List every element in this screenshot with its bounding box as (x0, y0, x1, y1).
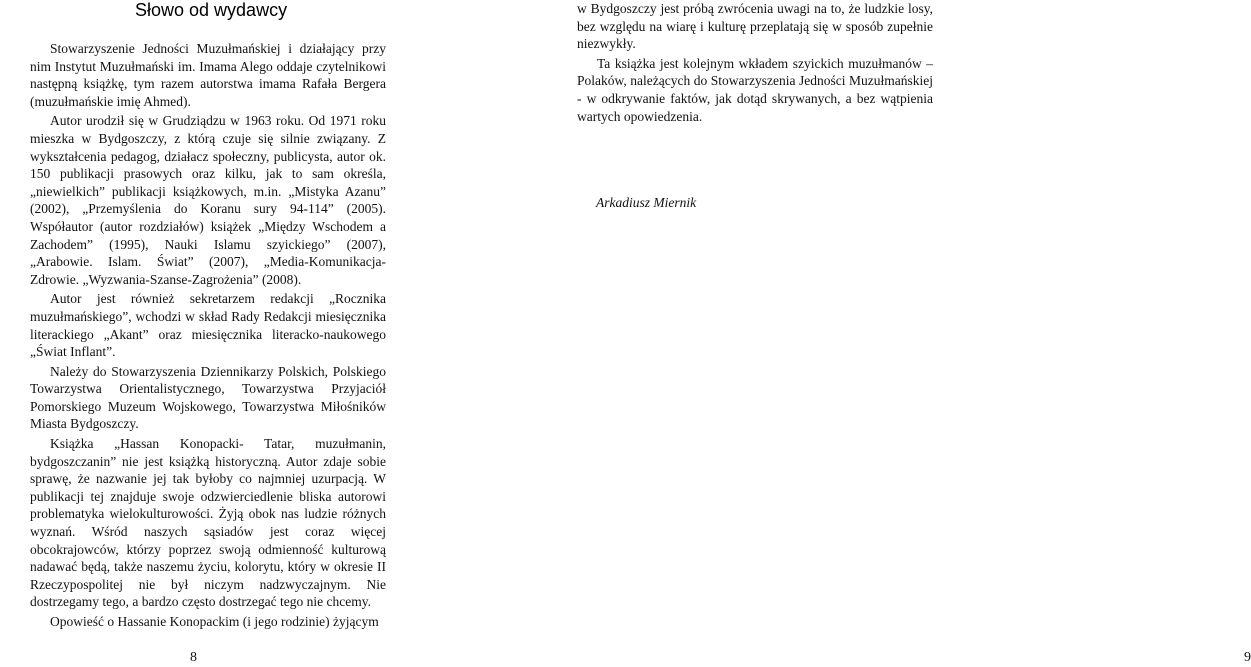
paragraph-editorial-roles: Autor jest również sekretarzem redakcji „Rocznika muzułmańskiego”, wchodzi w skład Rady Redakcji miesięcznika literackiego „Akant” oraz miesięcznika literacko-naukowego „Świat Inflant”. (30, 291, 386, 360)
paragraph-book-description: Książka „Hassan Konopacki- Tatar, muzułmanin, bydgoszczanin” nie jest książką historyczną. Autor zdaje sobie sprawę, że nazwanie jej tak byłoby co najmniej uzurpacją. W publikacji tej znajduje swoje odzwierciedlenie bliska autorowi problematyka wielokulturowości. Żyją obok nas ludzie różnych wyznań. Wśród naszych sąsiadów jest coraz więcej obcokrajowców, którzy poprzez swoją odmienność kulturową nadawać będą, także naszemu życiu, kolorytu, który w okresie II Rzeczypospolitej nie był niczym nadzwyczajnym. Nie dostrzegamy tego, a bardzo często dostrzegać tego nie chcemy. (30, 436, 386, 610)
paragraph-story-continued: w Bydgoszczy jest próbą zwrócenia uwagi na to, że ludzkie losy, bez względu na wiarę i kulturę przeplatają się w sposób zupełnie niezwykły. (577, 1, 933, 52)
paragraph-story-start: Opowieść o Hassanie Konopackim (i jego rodzinie) żyjącym (50, 614, 379, 629)
page-number-right: 9 (1244, 650, 1251, 665)
author-signature: Arkadiusz Miernik (596, 195, 697, 210)
page-number-left: 8 (190, 650, 197, 665)
right-page (480, 0, 1251, 667)
right-text-column (577, 0, 933, 125)
left-page (0, 0, 480, 667)
paragraph-memberships: Należy do Stowarzyszenia Dziennikarzy Polskich, Polskiego Towarzystwa Orientalistycznego, Towarzystwa Przyjaciół Pomorskiego Muzeum Wojskowego, Towarzystwa Miłośników Miasta Bydgoszczy. (30, 363, 386, 432)
left-text-column (30, 40, 386, 631)
page-title: Słowo od wydawcy (135, 0, 288, 20)
paragraph-contribution: Ta książka jest kolejnym wkładem szyickich muzułmanów – Polaków, należących do Stowarzyszenia Jedności Muzułmańskiej - w odkrywanie faktów, jak dotąd skrywanych, a bez wątpienia wartych opowiedzenia. (577, 55, 933, 124)
paragraph-biography: Autor urodził się w Grudziądzu w 1963 roku. Od 1971 roku mieszka w Bydgoszczy, z którą czuje się silnie związany. Z wykształcenia pedagog, działacz społeczny, publicysta, autor ok. 150 publikacji prasowych oraz kilku, jak to sam określa, „niewielkich” publikacji książkowych, m.in. „Mistyka Azanu” (2002), „Przemyślenia do Koranu sury 94-114” (2005). Współautor (autor rozdziałów) książek „Między Wschodem a Zachodem” (1995), Nauki Islamu szyickiego” (2007), „Arabowie. Islam. Świat” (2007), „Media-Komunikacja-Zdrowie. „Wyzwania-Szanse-Zagrożenia” (2008). (30, 113, 386, 287)
paragraph-intro: Stowarzyszenie Jedności Muzułmańskiej i działający przy nim Instytut Muzułmański im. Imama Alego oddaje czytelnikowi następną książkę, tym razem autorstwa imama Rafała Bergera (muzułmańskie imię Ahmed). (30, 41, 386, 109)
